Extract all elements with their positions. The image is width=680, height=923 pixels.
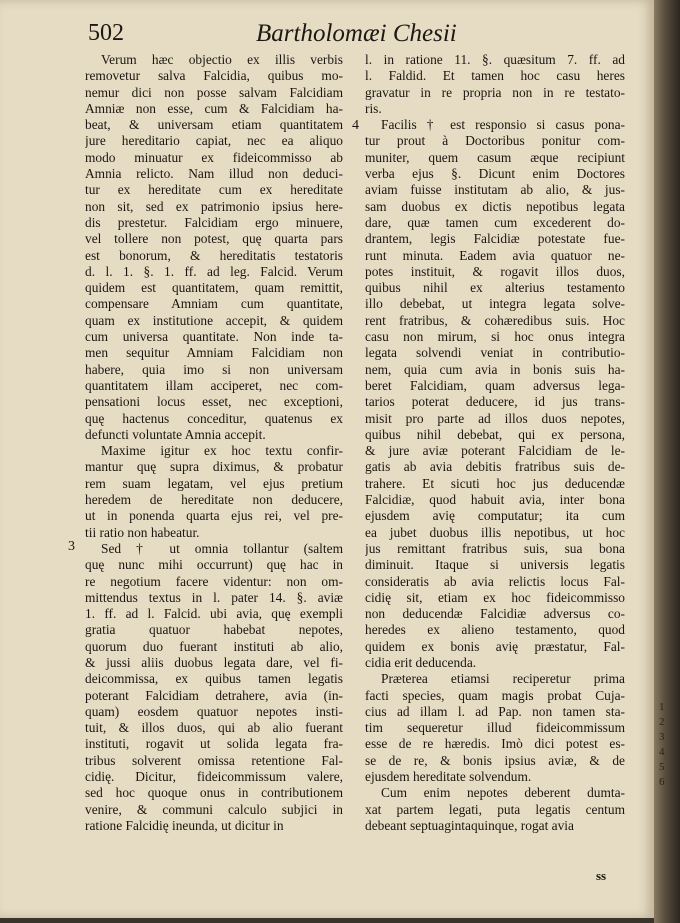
- text-line: se de re, & bonis ipsius aviæ, & de: [365, 752, 625, 768]
- text-line: men sequitur Amniam Falcidiam non: [85, 345, 343, 361]
- text-line: l. in ratione 11. §. quæsitum 7. ff. ad: [365, 52, 625, 67]
- text-line: instituti, rogavit ut solida legata fra-: [85, 736, 343, 752]
- text-line: Præterea etiamsi reciperetur prima: [381, 671, 625, 687]
- margin-number-3: 3: [68, 539, 75, 554]
- text-line: cidię. Dicitur, fideicommissum valere,: [85, 769, 343, 785]
- text-line: mantur quę supra diximus, & probatur: [85, 459, 343, 475]
- text-line: verba ejus §. Dicunt enim Doctores: [365, 166, 625, 182]
- text-line: ris.: [365, 100, 382, 116]
- text-line: ejusdem hereditate solvendum.: [365, 769, 532, 785]
- text-line: cum universa quantitate. Non inde ta-: [85, 329, 343, 345]
- text-line: sam duobus ex dictis nepotibus legata: [365, 198, 625, 214]
- text-line: nem, quia cum avia in bonis suis ha-: [365, 361, 625, 377]
- text-line: quidem est quantitatem, quam remittit,: [85, 280, 343, 296]
- text-line: beret Falcidiam, quam adversus lega-: [365, 377, 625, 393]
- text-line: non sit, sed ex patrimonio ipsius here-: [85, 198, 343, 214]
- gutter-line-number: 5: [659, 761, 665, 773]
- text-line: quam ex institutione accepit, & quidem: [85, 312, 343, 328]
- text-line: removetur salva Falcidia, quibus mo-: [85, 68, 343, 84]
- gutter-line-number: 3: [659, 731, 665, 743]
- text-line: runt minuta. Eadem avia quatuor ne-: [365, 247, 625, 263]
- text-line: defuncti voluntate Amnia accepit.: [85, 426, 266, 442]
- text-line: facti species, quam magis probat Cuja-: [365, 687, 625, 703]
- page-header: [88, 20, 648, 50]
- text-line: debeant septuagintaquinque, rogat avia: [365, 817, 574, 833]
- text-line: diminuit. Itaque si universis legatis: [365, 557, 625, 573]
- text-line: gravatur in re propria non in re testato-: [365, 84, 625, 100]
- text-line: casu non mirum, si hoc onus integra: [365, 329, 625, 345]
- text-line: l. Faldid. Et tamen hoc casu heres: [365, 68, 625, 84]
- text-line: beat, & universam etiam quantitatem: [85, 117, 343, 133]
- margin-number-4: 4: [352, 118, 359, 133]
- gutter-line-number: 4: [659, 746, 665, 758]
- text-line: xat partem legati, puta legatis centum: [365, 801, 625, 817]
- text-line: d. l. 1. §. 1. ff. ad leg. Falcid. Verum: [85, 263, 343, 279]
- text-line: ut in ponenda quarta ejus rei, vel pre-: [85, 508, 343, 524]
- text-line: Cum enim nepotes deberent dumta-: [381, 785, 625, 801]
- text-line: quidem ex bonis avię præstatur, Fal-: [365, 638, 625, 654]
- text-line: tuit, & illos duos, qui ab alio fuerant: [85, 720, 343, 736]
- text-line: gratia quatuor habebat nepotes,: [85, 622, 343, 638]
- text-line: rent fratribus, & cohæredibus suis. Hoc: [365, 312, 625, 328]
- text-line: & jure aviæ poterant Falcidiam de le-: [365, 443, 625, 459]
- page-number: 502: [88, 20, 124, 46]
- text-line: dis prestetur. Falcidiam ergo minuere,: [85, 214, 343, 230]
- text-line: Amnia relicto. Nam illud non deduci-: [85, 166, 343, 182]
- text-line: cidia erit deducenda.: [365, 654, 477, 670]
- text-line: quantitatem illam acciperet, nec com-: [85, 377, 343, 393]
- text-line: potes instituit, & rogavit illos duos,: [365, 263, 625, 279]
- text-line: tarios poterat deducere, id jus trans-: [365, 394, 625, 410]
- text-line: Sed † ut omnia tollantur (saltem: [101, 540, 343, 556]
- text-line: est bonorum, & hereditatis testatoris: [85, 247, 343, 263]
- text-line: ejusdem avię computatur; ita cum: [365, 508, 625, 524]
- text-line: consideratis ab avia relictis locus Fal-: [365, 573, 625, 589]
- text-line: habere, quia imo si non universam: [85, 361, 343, 377]
- text-line: quam) eosdem quatuor nepotes insti-: [85, 703, 343, 719]
- text-line: trahere. Et sicuti hoc jus deducendæ: [365, 475, 625, 491]
- text-line: quibus nihil debebat, qui ex persona,: [365, 426, 625, 442]
- text-line: Verum hæc objectio ex illis verbis: [101, 52, 343, 67]
- text-line: non deducendæ Falcidiæ adversus co-: [365, 606, 625, 622]
- text-line: ratione Falcidię ineunda, ut dicitur in: [85, 817, 284, 833]
- text-line: nemur dici non posse salvam Falcidiam: [85, 84, 343, 100]
- text-line: jus remittant fratribus suis, sua bona: [365, 540, 625, 556]
- text-line: vel tollere non potest, quę quarta pars: [85, 231, 343, 247]
- text-line: quibus nihil ex alterius testamento: [365, 280, 625, 296]
- text-line: sed hoc quoque onus in contributionem: [85, 785, 343, 801]
- gutter-line-number: 1: [659, 701, 665, 713]
- text-line: tur prout à Doctoribus ponitur com-: [365, 133, 625, 149]
- text-line: modo minuatur ex fideicommisso ab: [85, 149, 343, 165]
- signature-mark: ss: [596, 868, 607, 883]
- gutter-line-number: 2: [659, 716, 665, 728]
- text-line: compensare Amniam cum quantitate,: [85, 296, 343, 312]
- text-line: drantem, legis Falcidiæ potestate fue-: [365, 231, 625, 247]
- text-line: dare, quæ tamen cum excederent do-: [365, 214, 625, 230]
- text-line: re negotium facere videntur: non om-: [85, 573, 343, 589]
- text-line: legata solvendi veniat in contributio-: [365, 345, 625, 361]
- text-line: jure hereditario capiat, nec ea aliquo: [85, 133, 343, 149]
- text-line: heredes ex alieno testamento, quod: [365, 622, 625, 638]
- right-text-column: [365, 52, 625, 834]
- facing-page-line-numbers: [659, 700, 677, 790]
- text-line: poterant Falcidiam detrahere, avia (in-: [85, 687, 343, 703]
- text-line: heredem de hereditate non deducere,: [85, 492, 343, 508]
- gutter-line-number: 6: [659, 776, 665, 788]
- text-line: pensationi locus esset, nec exceptioni,: [85, 394, 343, 410]
- text-line: 1. ff. ad l. Falcid. ubi avia, quę exempli: [85, 606, 343, 622]
- text-line: aviam fuisse institutam ab alio, & jus-: [365, 182, 625, 198]
- running-title: Bartholomæi Chesii: [256, 20, 457, 47]
- text-line: esse de re hæredis. Imò dici potest es-: [365, 736, 625, 752]
- text-line: deicommissa, ex quibus tamen legatis: [85, 671, 343, 687]
- text-line: misit pro parte ad illos duos nepotes,: [365, 410, 625, 426]
- text-line: Maxime igitur ex hoc textu confir-: [101, 443, 343, 459]
- text-line: quę hactenus conceditur, quatenus ex: [85, 410, 343, 426]
- text-line: venire, & communi calculo subjici in: [85, 801, 343, 817]
- text-line: rem suam legatam, vel ejus pretium: [85, 475, 343, 491]
- text-line: tribus solverent omissa retentione Fal-: [85, 752, 343, 768]
- text-line: tii ratio non habeatur.: [85, 524, 200, 540]
- text-line: Facilis † est responsio si casus pona-: [381, 117, 625, 133]
- text-line: mittendus textus in l. pater 14. §. aviæ: [85, 589, 343, 605]
- text-line: gatis ab avia debitis fratribus suis de-: [365, 459, 625, 475]
- text-line: ea jubet duobus illis nepotibus, ut hoc: [365, 524, 625, 540]
- text-line: cidię sit, etiam ex hoc fideicommisso: [365, 589, 625, 605]
- text-line: quę nunc mihi occurrunt) quę hac in: [85, 557, 343, 573]
- left-text-column: [85, 52, 343, 834]
- text-line: tur ex hereditate cum ex hereditate: [85, 182, 343, 198]
- text-line: & jussi aliis duobus legata dare, vel fi-: [85, 654, 343, 670]
- text-line: tim sequeretur illud fideicommissum: [365, 720, 625, 736]
- text-line: illo debebat, ut integra legata solve-: [365, 296, 625, 312]
- text-line: cius ad illam l. ad Pap. non tamen sta-: [365, 703, 625, 719]
- text-line: Amniæ non esse, cum & Falcidiam ha-: [85, 100, 343, 116]
- text-line: Falcidiæ, quod habuit avia, inter bona: [365, 492, 625, 508]
- text-line: muniter, quem casum æque recipiunt: [365, 149, 625, 165]
- text-line: quorum duo fuerant instituti ab alio,: [85, 638, 343, 654]
